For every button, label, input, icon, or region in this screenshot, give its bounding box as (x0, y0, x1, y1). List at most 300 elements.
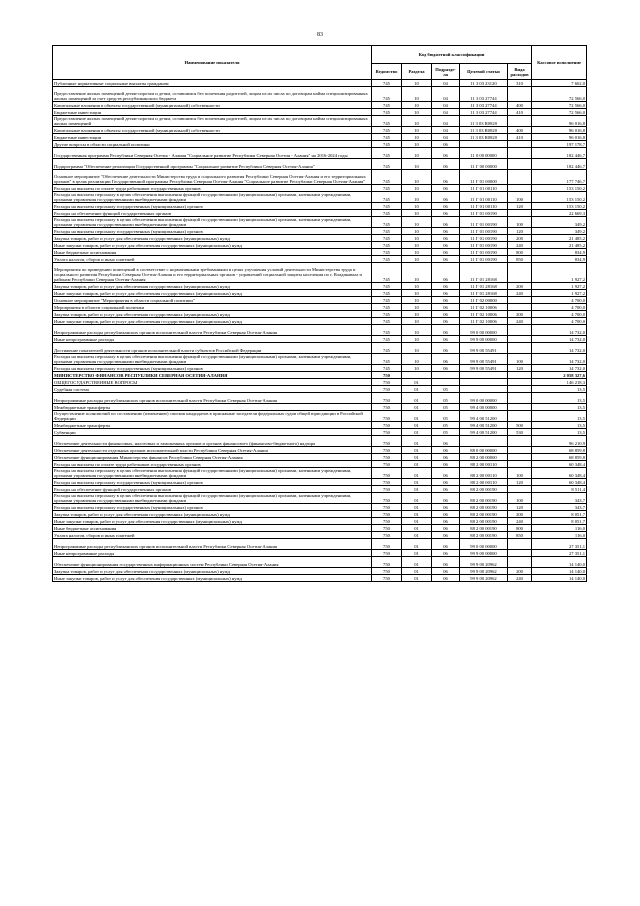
target-article-cell (460, 386, 508, 393)
indicator-name-cell: Непрограммные расходы республиканских органов исполнительной власти Республики Северная Осетия-Алания (53, 393, 372, 404)
department-code-cell: 745 (372, 192, 402, 203)
section-code-cell: 01 (402, 454, 432, 461)
section-code-cell: 01 (402, 518, 432, 525)
target-article-cell: 88 2 00 00110 (460, 468, 508, 479)
department-code-cell: 750 (372, 454, 402, 461)
expense-type-cell (508, 550, 532, 557)
amount-cell: 68 859,8 (532, 447, 587, 454)
target-article-cell: 99 4 00 51200 (460, 411, 508, 422)
section-code-cell: 10 (402, 318, 432, 325)
amount-cell: 27 351,1 (532, 539, 587, 550)
subsection-code-cell: 06 (432, 170, 460, 185)
expense-type-cell (508, 436, 532, 447)
department-code-cell: 745 (372, 263, 402, 283)
expense-type-cell (508, 393, 532, 404)
expense-type-cell: 240 (508, 518, 532, 525)
section-code-cell: 01 (402, 486, 432, 493)
table-row (53, 365, 587, 372)
indicator-name-cell: Межбюджетные трансферты (53, 404, 372, 411)
section-code-cell: 10 (402, 141, 432, 148)
department-code-cell: 750 (372, 575, 402, 582)
indicator-name-cell: Субвенции (53, 429, 372, 436)
expense-type-cell (508, 297, 532, 304)
indicator-name-cell: Расходы на обеспечение функций государственных органов (53, 486, 372, 493)
indicator-name-cell: Публичные нормативные социальные выплаты гражданам (53, 80, 372, 87)
subsection-code-cell: 06 (432, 532, 460, 539)
target-article-cell: 11 Г 01 00190 (460, 235, 508, 242)
indicator-name-cell: Расходы на выплаты по оплате труда работников государственных органов (53, 461, 372, 468)
indicator-name-cell: Непрограммные расходы республиканских органов исполнительной власти Республики Северная Осетия-Алания (53, 539, 372, 550)
section-code-cell: 01 (402, 468, 432, 479)
indicator-name-cell: Обеспечение деятельности отдельных органов исполнительной власти Республики Северная Осетия-Алания (53, 447, 372, 454)
table-row (53, 148, 587, 159)
target-article-cell: 11 Г 01 28168 (460, 263, 508, 283)
target-article-cell: 11 Г 01 00190 (460, 249, 508, 256)
amount-cell: 13,5 (532, 386, 587, 393)
department-code-cell: 745 (372, 249, 402, 256)
amount-cell: 13,5 (532, 411, 587, 422)
table-row (53, 170, 587, 185)
section-code-cell (402, 372, 432, 379)
amount-cell: 153 150,2 (532, 203, 587, 210)
indicator-name-cell: Обеспечение функционирования государственных информационных систем Республики Северная Осетия-Алания (53, 557, 372, 568)
subsection-code-cell: 05 (432, 411, 460, 422)
target-article-header: Целевой статьи (460, 64, 508, 80)
amount-cell: 21 485,2 (532, 242, 587, 249)
expense-type-cell: 100 (508, 354, 532, 365)
department-code-cell: 750 (372, 386, 402, 393)
department-code-cell: 745 (372, 210, 402, 217)
table-row (53, 532, 587, 539)
amount-cell: 1 927,2 (532, 290, 587, 297)
amount-cell: 4 700,0 (532, 304, 587, 311)
indicator-name-cell: Иные непрограммные расходы (53, 550, 372, 557)
amount-cell: 72 566,0 (532, 87, 587, 102)
target-article-cell: 99 4 00 00000 (460, 404, 508, 411)
amount-cell: 343,7 (532, 504, 587, 511)
department-code-cell: 745 (372, 159, 402, 170)
expense-type-cell: 100 (508, 468, 532, 479)
subsection-code-cell: 04 (432, 109, 460, 116)
indicator-name-cell: Расходы на выплаты персоналу государственных (муниципальных) органов (53, 203, 372, 210)
budget-table (52, 45, 587, 582)
header-row-1 (53, 46, 587, 64)
section-code-cell: 01 (402, 539, 432, 550)
table-row (53, 127, 587, 134)
subsection-code-cell: 04 (432, 134, 460, 141)
subsection-code-cell: 06 (432, 235, 460, 242)
table-row (53, 263, 587, 283)
target-article-cell: 99 9 00 55491 (460, 354, 508, 365)
subsection-code-cell: 06 (432, 575, 460, 582)
expense-type-cell: 200 (508, 235, 532, 242)
target-article-cell: 11 3 03 27744 (460, 109, 508, 116)
amount-cell: 96 016,8 (532, 134, 587, 141)
table-row (53, 228, 587, 235)
subsection-code-cell: 06 (432, 557, 460, 568)
amount-cell: 146 218,3 (532, 379, 587, 386)
department-code-cell: 745 (372, 336, 402, 343)
department-code-cell: 745 (372, 80, 402, 87)
subsection-code-cell: 06 (432, 318, 460, 325)
table-row (53, 256, 587, 263)
section-code-cell: 01 (402, 479, 432, 486)
amount-cell: 1 927,2 (532, 263, 587, 283)
amount-cell: 4 700,0 (532, 318, 587, 325)
table-row (53, 422, 587, 429)
section-code-cell: 01 (402, 411, 432, 422)
department-code-cell: 750 (372, 525, 402, 532)
expense-type-cell: 800 (508, 525, 532, 532)
department-code-cell: 745 (372, 127, 402, 134)
subsection-code-cell: 05 (432, 393, 460, 404)
department-code-cell: 745 (372, 203, 402, 210)
expense-type-cell: 530 (508, 429, 532, 436)
subsection-code-cell: 06 (432, 256, 460, 263)
target-article-cell: 11 Г 01 00110 (460, 185, 508, 192)
table-row (53, 518, 587, 525)
department-code-cell: 745 (372, 217, 402, 228)
department-code-cell: 745 (372, 290, 402, 297)
expense-type-cell: 410 (508, 109, 532, 116)
expense-type-cell (508, 343, 532, 354)
table-row (53, 217, 587, 228)
subsection-code-cell: 06 (432, 568, 460, 575)
indicator-name-cell: Мероприятия по приведению помещений в соответствие с нормативными требованиями в целях улучшения условий деятельности Министерства труда и социального развития Республики Северная Осетия-Алания и его территориальных органов - управлений социальной защиты населения по г. Владикавказ и районам Республики Северная Осетия-Алания (53, 263, 372, 283)
target-article-cell: 88 0 00 00000 (460, 447, 508, 454)
amount-cell: 13,5 (532, 404, 587, 411)
amount-cell: 834,9 (532, 256, 587, 263)
subsection-code-cell: 06 (432, 283, 460, 290)
subsection-code-cell: 05 (432, 429, 460, 436)
subsection-code-cell (432, 379, 460, 386)
expense-type-cell: 400 (508, 102, 532, 109)
amount-cell: 13,5 (532, 393, 587, 404)
amount-cell: 21 485,2 (532, 235, 587, 242)
indicator-name-cell: Расходы на выплаты персоналу в целях обеспечения выполнения функций государственными (муниципальными) органами, казенными учреждениями, органами управления государственными внебюджетными фондами (53, 468, 372, 479)
table-row (53, 283, 587, 290)
indicator-name-cell: Иные бюджетные ассигнования (53, 249, 372, 256)
indicator-name-cell: Закупка товаров, работ и услуг для обеспечения государственных (муниципальных) нужд (53, 235, 372, 242)
indicator-name-cell: Расходы на выплаты персоналу государственных (муниципальных) органов (53, 365, 372, 372)
expense-type-cell (508, 336, 532, 343)
indicator-name-cell: Бюджетные инвестиции (53, 109, 372, 116)
table-row (53, 134, 587, 141)
section-code-cell: 10 (402, 87, 432, 102)
target-article-cell: 11 Г 00 00000 (460, 159, 508, 170)
section-code-cell: 01 (402, 525, 432, 532)
table-row (53, 210, 587, 217)
amount-cell: 153 150,2 (532, 192, 587, 203)
section-code-cell: 10 (402, 210, 432, 217)
amount-cell: 153 150,2 (532, 185, 587, 192)
section-code-cell: 10 (402, 343, 432, 354)
expense-type-cell (508, 185, 532, 192)
subsection-code-cell: 06 (432, 336, 460, 343)
table-row (53, 102, 587, 109)
subsection-code-cell: 06 (432, 203, 460, 210)
indicator-name-cell: Закупка товаров, работ и услуг для обеспечения государственных (муниципальных) нужд (53, 568, 372, 575)
expense-type-cell (508, 539, 532, 550)
section-code-cell: 01 (402, 550, 432, 557)
department-code-cell: 745 (372, 109, 402, 116)
section-code-cell: 10 (402, 235, 432, 242)
amount-cell: 116,0 (532, 525, 587, 532)
amount-cell: 60 348,4 (532, 479, 587, 486)
target-article-cell: 88 2 00 00190 (460, 493, 508, 504)
expense-type-cell: 200 (508, 283, 532, 290)
table-row (53, 461, 587, 468)
amount-cell: 8 511,4 (532, 486, 587, 493)
section-code-cell: 10 (402, 325, 432, 336)
target-article-cell: 11 Г 01 00190 (460, 228, 508, 235)
section-code-cell: 10 (402, 159, 432, 170)
section-code-cell: 01 (402, 436, 432, 447)
indicator-name-cell: Иные закупки товаров, работ и услуг для обеспечения государственных (муниципальных) нужд (53, 575, 372, 582)
target-article-cell: 11 Г 01 00190 (460, 256, 508, 263)
amount-cell: 197 178,7 (532, 141, 587, 148)
subsection-code-cell: 06 (432, 354, 460, 365)
subsection-code-cell: 06 (432, 493, 460, 504)
expense-type-cell: 400 (508, 127, 532, 134)
indicator-name-cell: Мероприятия в области социальной политики (53, 304, 372, 311)
table-row (53, 539, 587, 550)
section-code-cell: 10 (402, 102, 432, 109)
expense-type-cell: 500 (508, 422, 532, 429)
section-code-cell: 01 (402, 557, 432, 568)
indicator-name-cell: Расходы на обеспечение функций государственных органов (53, 210, 372, 217)
target-article-cell: 11 3 03 27744 (460, 87, 508, 102)
indicator-name-cell: Иные бюджетные ассигнования (53, 525, 372, 532)
amount-cell: 4 700,0 (532, 311, 587, 318)
subsection-code-cell: 06 (432, 185, 460, 192)
expense-type-cell: 120 (508, 228, 532, 235)
indicator-name-cell: Закупка товаров, работ и услуг для обеспечения государственных (муниципальных) нужд (53, 283, 372, 290)
section-code-cell: 10 (402, 127, 432, 134)
department-code-cell: 745 (372, 242, 402, 249)
department-header: Ведомство (372, 64, 402, 80)
subsection-code-cell: 06 (432, 436, 460, 447)
section-code-cell: 10 (402, 336, 432, 343)
indicator-name-cell: Иные закупки товаров, работ и услуг для обеспечения государственных (муниципальных) нужд (53, 290, 372, 297)
target-article-cell: 99 9 00 00000 (460, 336, 508, 343)
table-row (53, 429, 587, 436)
department-code-cell: 750 (372, 429, 402, 436)
expense-type-cell: 100 (508, 493, 532, 504)
indicator-name-cell: Обеспечение деятельности финансовых, налоговых и таможенных органов и органов финансового (финансово-бюджетного) надзора (53, 436, 372, 447)
table-row (53, 311, 587, 318)
target-article-cell: 11 0 00 00000 (460, 148, 508, 159)
subsection-code-cell: 06 (432, 210, 460, 217)
department-code-cell: 750 (372, 404, 402, 411)
table-row (53, 141, 587, 148)
indicator-name-cell: Иные закупки товаров, работ и услуг для обеспечения государственных (муниципальных) нужд (53, 518, 372, 525)
target-article-cell: 11 Г 01 00190 (460, 217, 508, 228)
section-code-cell: 01 (402, 575, 432, 582)
amount-cell: 72 566,0 (532, 102, 587, 109)
subsection-code-cell: 06 (432, 242, 460, 249)
amount-cell: 96 210,9 (532, 436, 587, 447)
target-article-cell: 88 2 00 00190 (460, 511, 508, 518)
department-code-cell: 750 (372, 379, 402, 386)
target-article-cell: 11 Г 02 10006 (460, 311, 508, 318)
section-code-cell: 10 (402, 256, 432, 263)
target-article-cell: 99 4 00 51200 (460, 429, 508, 436)
section-code-cell: 01 (402, 504, 432, 511)
table-row (53, 568, 587, 575)
section-code-cell: 10 (402, 170, 432, 185)
table-row (53, 87, 587, 102)
expense-type-cell (508, 557, 532, 568)
amount-cell: 14 732,0 (532, 354, 587, 365)
target-article-cell: 88 2 00 00110 (460, 461, 508, 468)
amount-cell: 8 051,7 (532, 511, 587, 518)
subsection-code-cell: 06 (432, 511, 460, 518)
table-row (53, 290, 587, 297)
table-row (53, 235, 587, 242)
subsection-code-cell: 06 (432, 525, 460, 532)
indicator-name-cell: Межбюджетные трансферты (53, 422, 372, 429)
amount-cell: 182 446,7 (532, 148, 587, 159)
subsection-code-cell: 06 (432, 148, 460, 159)
target-article-cell: 11 Г 02 10006 (460, 304, 508, 311)
table-row (53, 575, 587, 582)
indicator-name-cell: Расходы на выплаты персоналу в целях обеспечения выполнения функций государственными (муниципальными) органами, казенными учреждениями, органами управления государственными внебюджетными фондами (53, 354, 372, 365)
amount-cell: 1 927,2 (532, 283, 587, 290)
section-code-cell: 10 (402, 80, 432, 87)
execution-header: Кассовое исполнение (532, 46, 587, 80)
department-code-cell: 750 (372, 486, 402, 493)
department-code-cell: 750 (372, 511, 402, 518)
indicator-name-cell: ОБЩЕГОСУДАРСТВЕННЫЕ ВОПРОСЫ (53, 379, 372, 386)
expense-type-cell: 200 (508, 511, 532, 518)
expense-type-cell (508, 141, 532, 148)
target-article-cell: 88 2 00 00190 (460, 486, 508, 493)
amount-cell: 14 140,0 (532, 575, 587, 582)
section-code-cell: 10 (402, 134, 432, 141)
table-row (53, 557, 587, 568)
subsection-code-cell: 06 (432, 454, 460, 461)
section-code-cell: 01 (402, 393, 432, 404)
section-code-cell: 01 (402, 386, 432, 393)
table-row (53, 318, 587, 325)
indicator-name-cell: Предоставление жилых помещений детям-сиротам и детям, оставшимся без попечения родителей, лицам из их числа по договорам найма специализированных жилых помещений (53, 116, 372, 127)
table-row (53, 379, 587, 386)
target-article-cell (460, 372, 508, 379)
amount-cell: 13,5 (532, 422, 587, 429)
indicator-name-cell: Закупка товаров, работ и услуг для обеспечения государственных (муниципальных) нужд (53, 511, 372, 518)
amount-cell: 7 602,0 (532, 80, 587, 87)
department-code-cell: 750 (372, 532, 402, 539)
subsection-code-cell: 06 (432, 263, 460, 283)
expense-type-cell: 800 (508, 249, 532, 256)
target-article-cell: 99 9 00 55491 (460, 365, 508, 372)
subsection-code-cell: 06 (432, 479, 460, 486)
target-article-cell: 11 Г 01 28168 (460, 290, 508, 297)
section-code-cell: 10 (402, 148, 432, 159)
subsection-code-cell: 04 (432, 102, 460, 109)
target-article-cell: 11 Г 01 00110 (460, 203, 508, 210)
expense-type-cell (508, 170, 532, 185)
subsection-code-cell: 06 (432, 550, 460, 557)
section-code-cell: 01 (402, 404, 432, 411)
department-code-cell: 750 (372, 436, 402, 447)
expense-type-cell: 850 (508, 256, 532, 263)
table-row (53, 386, 587, 393)
section-code-cell: 01 (402, 422, 432, 429)
indicator-name-cell: Предоставление жилых помещений детям-сиротам и детям, оставшимся без попечения родителей, лицам из их числа по договорам найма специализированных жилых помещений за счет средств республиканского бюджета (53, 87, 372, 102)
indicator-name-cell: МИНИСТЕРСТВО ФИНАНСОВ РЕСПУБЛИКИ СЕВЕРНАЯ ОСЕТИЯ-АЛАНИЯ (53, 372, 372, 379)
amount-cell: 68 859,8 (532, 454, 587, 461)
department-code-cell: 745 (372, 297, 402, 304)
amount-cell: 72 566,0 (532, 109, 587, 116)
expense-type-cell (508, 386, 532, 393)
amount-cell: 8 051,7 (532, 518, 587, 525)
section-code-cell: 10 (402, 263, 432, 283)
section-code-cell: 10 (402, 242, 432, 249)
expense-type-cell: 100 (508, 217, 532, 228)
subsection-code-cell: 06 (432, 365, 460, 372)
target-article-cell: 11 Г 01 28168 (460, 283, 508, 290)
section-code-cell: 10 (402, 203, 432, 210)
expense-type-header: Вида расходов (508, 64, 532, 80)
department-code-cell: 745 (372, 318, 402, 325)
indicator-name-cell: Расходы на выплаты персоналу государственных (муниципальных) органов (53, 504, 372, 511)
section-code-cell: 01 (402, 532, 432, 539)
section-code-cell: 10 (402, 365, 432, 372)
indicator-name-cell: Основное мероприятие "Обеспечение деятельности Министерства труда и социального развития Республики Северная Осетия-Алания и его территориальных органов" в целях реализации Государственной программы Республики Северная Осетия-Алания "Социальное развитие Республики Северная Осетия-Алания" (53, 170, 372, 185)
amount-cell: 177 746,7 (532, 170, 587, 185)
expense-type-cell: 850 (508, 532, 532, 539)
amount-cell: 14 732,0 (532, 365, 587, 372)
indicator-name-cell: Расходы на выплаты персоналу в целях обеспечения выполнения функций государственными (муниципальными) органами, казенными учреждениями, органами управления государственными внебюджетными фондами (53, 493, 372, 504)
classification-header: Код бюджетной классификации (372, 46, 532, 64)
target-article-cell: 99 9 00 20962 (460, 557, 508, 568)
expense-type-cell (508, 263, 532, 283)
department-code-cell: 750 (372, 539, 402, 550)
amount-cell: 96 016,8 (532, 127, 587, 134)
table-row (53, 436, 587, 447)
section-code-cell: 10 (402, 290, 432, 297)
section-code-cell: 01 (402, 568, 432, 575)
expense-type-cell (508, 461, 532, 468)
expense-type-cell (508, 447, 532, 454)
target-article-cell: 88 2 00 00190 (460, 518, 508, 525)
amount-cell: 14 732,0 (532, 343, 587, 354)
target-article-cell: 11 Г 02 10006 (460, 318, 508, 325)
subsection-code-cell: 06 (432, 297, 460, 304)
target-article-cell: 11 3 03 23120 (460, 80, 508, 87)
amount-cell: 343,7 (532, 493, 587, 504)
indicator-name-cell: Уплата налогов, сборов и иных платежей (53, 256, 372, 263)
table-row (53, 109, 587, 116)
section-code-cell: 10 (402, 217, 432, 228)
indicator-name-cell: Расходы на выплаты персоналу в целях обеспечения выполнения функций государственными (муниципальными) органами, казенными учреждениями, органами управления государственными внебюджетными фондами (53, 217, 372, 228)
indicator-name-cell: Другие вопросы в области социальной политики (53, 141, 372, 148)
section-code-cell: 10 (402, 283, 432, 290)
section-code-cell: 01 (402, 461, 432, 468)
table-row (53, 336, 587, 343)
target-article-cell: 99 9 00 20962 (460, 575, 508, 582)
table-row (53, 404, 587, 411)
indicator-name-cell: Капитальные вложения в объекты государственной (муниципальной) собственности (53, 127, 372, 134)
amount-cell: 349,2 (532, 228, 587, 235)
table-row (53, 550, 587, 557)
amount-cell: 182 446,7 (532, 159, 587, 170)
table-row (53, 203, 587, 210)
department-code-cell: 750 (372, 568, 402, 575)
expense-type-cell (508, 87, 532, 102)
